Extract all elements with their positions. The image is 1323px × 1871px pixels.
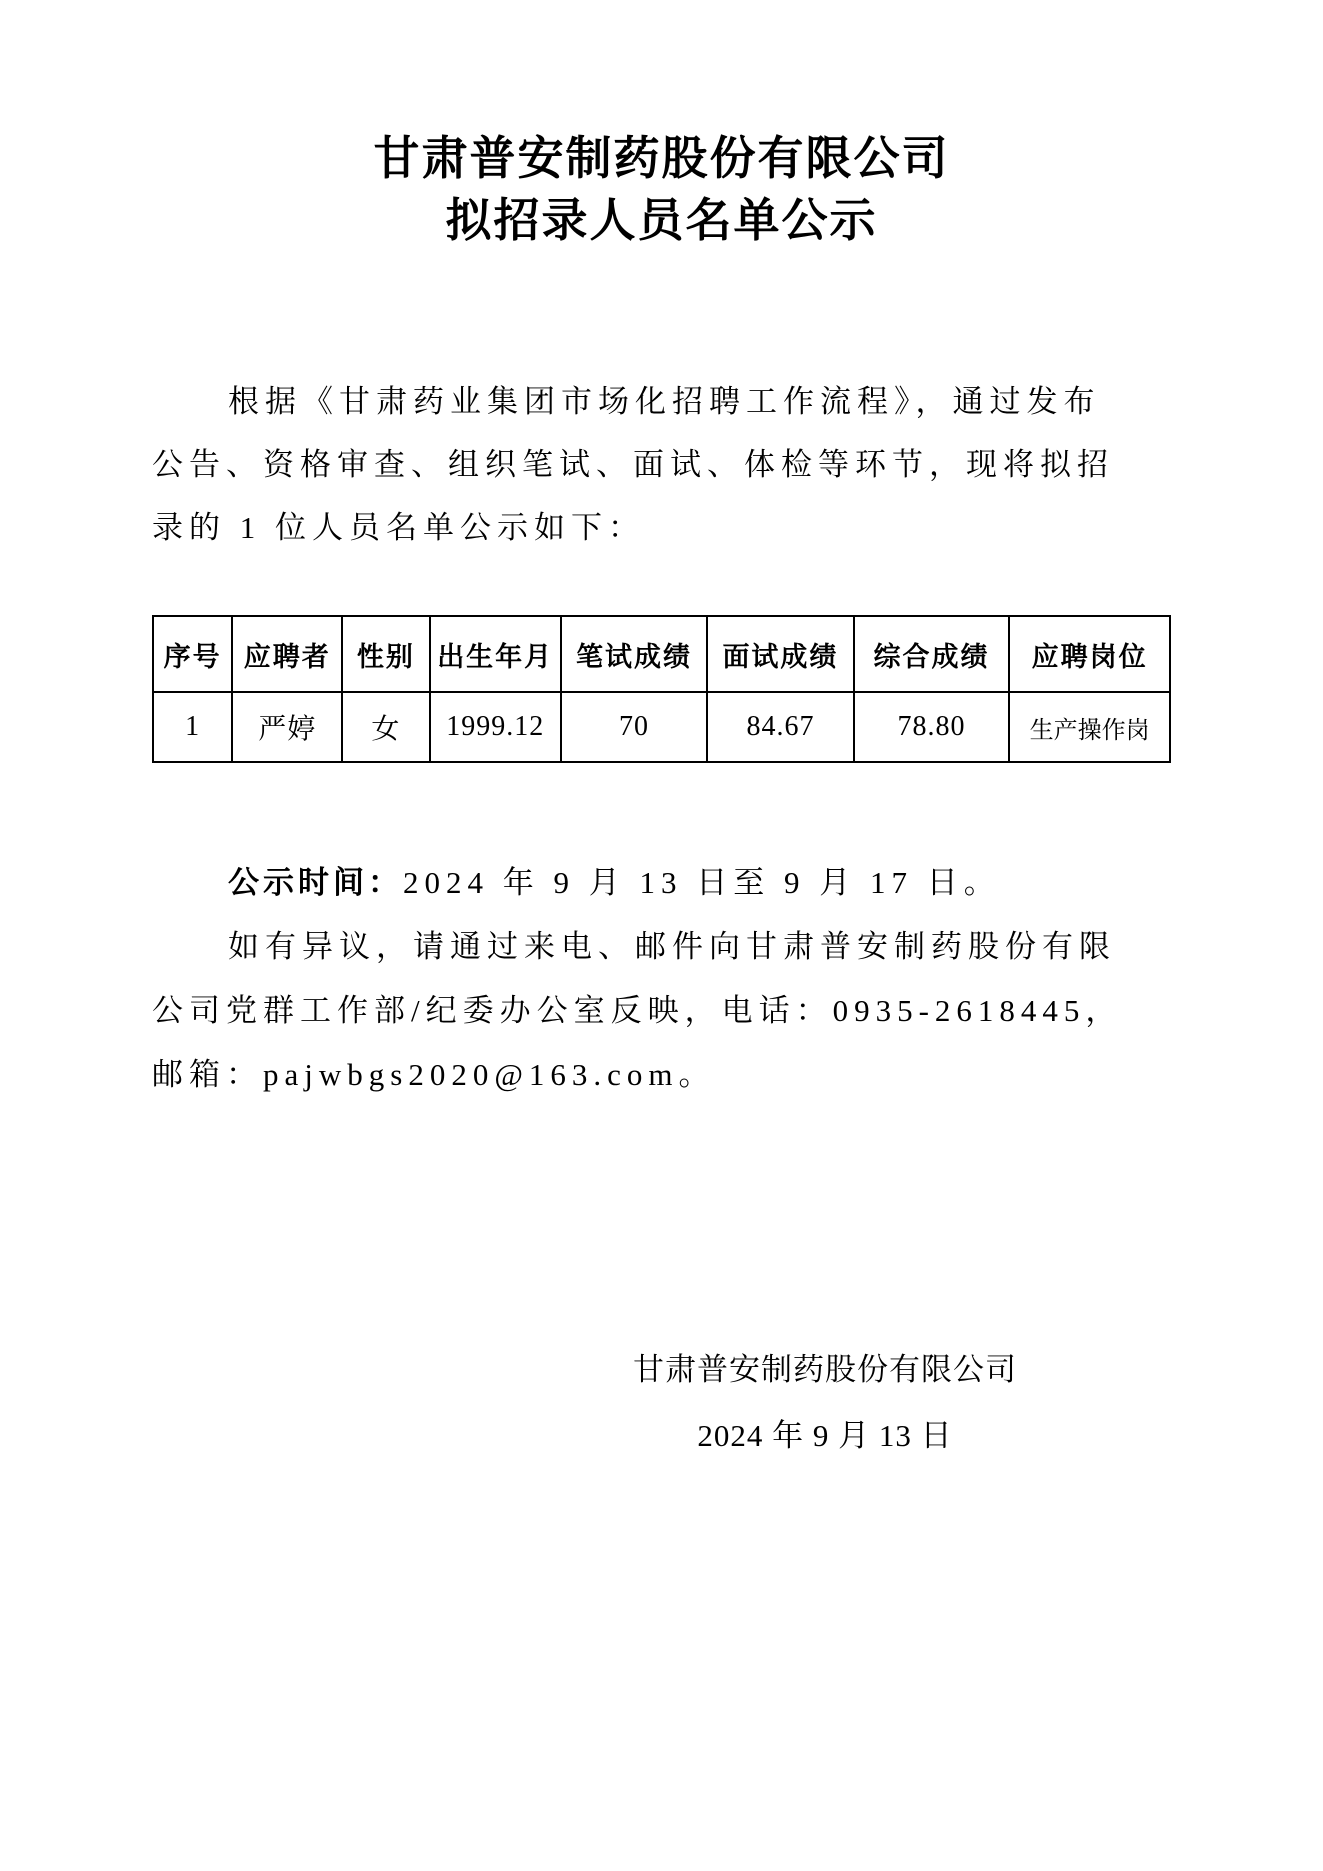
intro-line-3: 录的 1 位人员名单公示如下： <box>152 510 645 545</box>
objection-line-3: 邮箱：pajwbgs2020@163.com。 <box>152 1057 716 1092</box>
header-overall-score: 综合成绩 <box>854 616 1010 692</box>
document-body <box>152 370 1171 1469</box>
cell-seq: 1 <box>153 692 232 762</box>
cell-applicant-name: 严婷 <box>232 692 342 762</box>
header-interview-score: 面试成绩 <box>707 616 853 692</box>
header-seq: 序号 <box>153 616 232 692</box>
intro-line-1: 根据《甘肃药业集团市场化招聘工作流程》，通过发布 <box>228 384 1101 419</box>
signature-company: 甘肃普安制药股份有限公司 <box>633 1352 1017 1387</box>
candidate-table <box>152 615 1171 763</box>
cell-written-score: 70 <box>561 692 707 762</box>
intro-paragraph <box>152 370 1171 559</box>
publicity-period-value: 2024 年 9 月 13 日至 9 月 17 日。 <box>403 865 1001 900</box>
notice-paragraph <box>152 851 1171 1107</box>
header-written-score: 笔试成绩 <box>561 616 707 692</box>
signature-block <box>472 1337 1178 1469</box>
header-gender: 性别 <box>342 616 429 692</box>
objection-line-2: 公司党群工作部/纪委办公室反映，电话：0935-2618445， <box>152 993 1123 1028</box>
document-title <box>0 128 1323 252</box>
header-position: 应聘岗位 <box>1009 616 1170 692</box>
cell-interview-score: 84.67 <box>707 692 853 762</box>
title-line-2: 拟招录人员名单公示 <box>445 195 878 246</box>
cell-position: 生产操作岗 <box>1009 692 1170 762</box>
cell-overall-score: 78.80 <box>854 692 1010 762</box>
intro-line-2: 公告、资格审查、组织笔试、面试、体检等环节，现将拟招 <box>152 447 1114 482</box>
header-birth-date: 出生年月 <box>430 616 561 692</box>
publicity-period-label: 公示时间： <box>228 865 403 900</box>
signature-date: 2024 年 9 月 13 日 <box>697 1418 953 1453</box>
cell-birth-date: 1999.12 <box>430 692 561 762</box>
title-line-1: 甘肃普安制药股份有限公司 <box>373 133 950 184</box>
table-row <box>153 692 1170 762</box>
header-applicant: 应聘者 <box>232 616 342 692</box>
objection-line-1: 如有异议，请通过来电、邮件向甘肃普安制药股份有限 <box>228 929 1116 964</box>
cell-gender: 女 <box>342 692 429 762</box>
publicity-period-line <box>152 851 1171 915</box>
table-header-row <box>153 616 1170 692</box>
